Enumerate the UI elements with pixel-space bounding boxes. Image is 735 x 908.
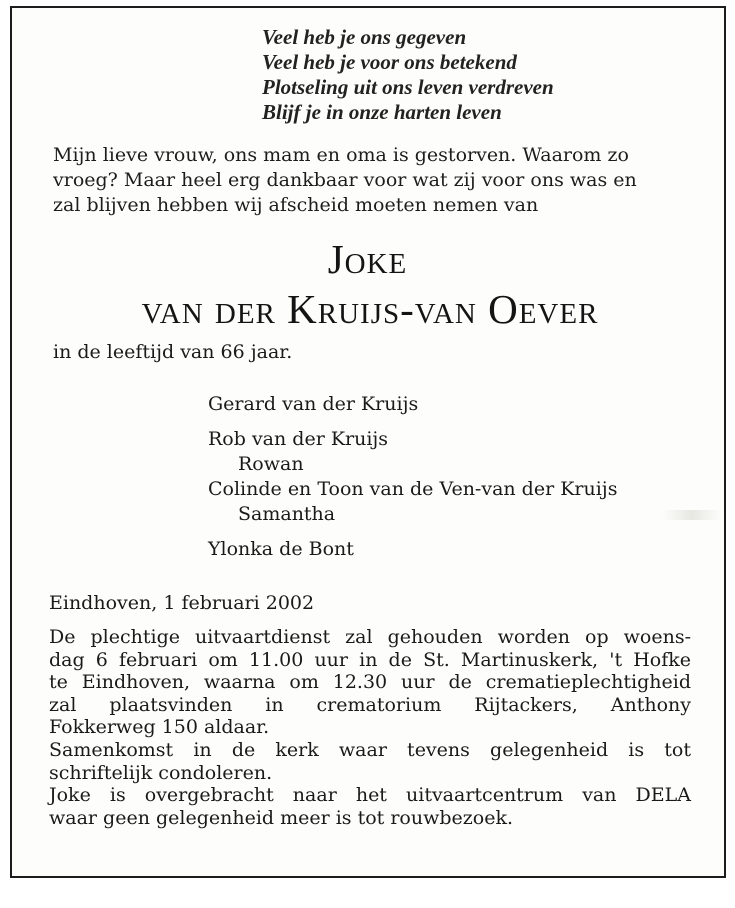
poem-line: Blijf je in onze harten leven [262,100,502,124]
poem [262,25,554,125]
service-text [49,626,691,829]
service-line: zal plaatsvinden in crematorium Rijtackers, Anthony [49,693,691,716]
poem-line: Veel heb je voor ons betekend [262,50,517,74]
family-list [208,392,617,562]
service-line: schriftelijk condoleren. [49,761,273,784]
family-partner: Gerard van der Kruijs [208,393,419,415]
intro-line: vroeg? Maar heel erg dankbaar voor wat zij voor ons was en [53,169,637,191]
service-line: Joke is overgebracht naar het uitvaartcentrum van DELA [49,784,691,807]
family-child: Rob van der Kruijs [208,428,389,450]
intro-line: zal blijven hebben wij afscheid moeten nemen van [53,194,539,216]
paper-smudge [662,510,722,520]
service-line: te Eindhoven, waarna om 12.30 uur de crematieplechtigheid [49,671,691,694]
deceased-first-name: Joke [327,236,408,282]
poem-line: Veel heb je ons gegeven [262,25,467,49]
age-line: in de leeftijd van 66 jaar. [53,341,293,363]
deceased-surname: van der Kruijs-van Oever [141,286,599,332]
service-line: Samenkomst in de kerk waar tevens gelegenheid is tot [49,738,691,761]
service-line: Fokkerweg 150 aldaar. [49,716,270,739]
place-date: Eindhoven, 1 februari 2002 [49,592,315,614]
service-line: dag 6 februari om 11.00 uur in de St. Martinuskerk, 't Hofke [49,648,691,671]
intro-text [53,143,703,218]
intro-line: Mijn lieve vrouw, ons mam en oma is gestorven. Waarom zo [53,144,629,166]
family-other: Ylonka de Bont [208,538,354,560]
family-child: Colinde en Toon van de Ven-van der Kruijs [208,478,618,500]
family-grandchild: Rowan [238,453,304,475]
family-grandchild: Samantha [238,503,336,525]
service-line: waar geen gelegenheid meer is tot rouwbezoek. [49,806,514,829]
poem-line: Plotseling uit ons leven verdreven [262,75,554,99]
service-line: De plechtige uitvaartdienst zal gehouden worden op woens- [49,626,691,648]
